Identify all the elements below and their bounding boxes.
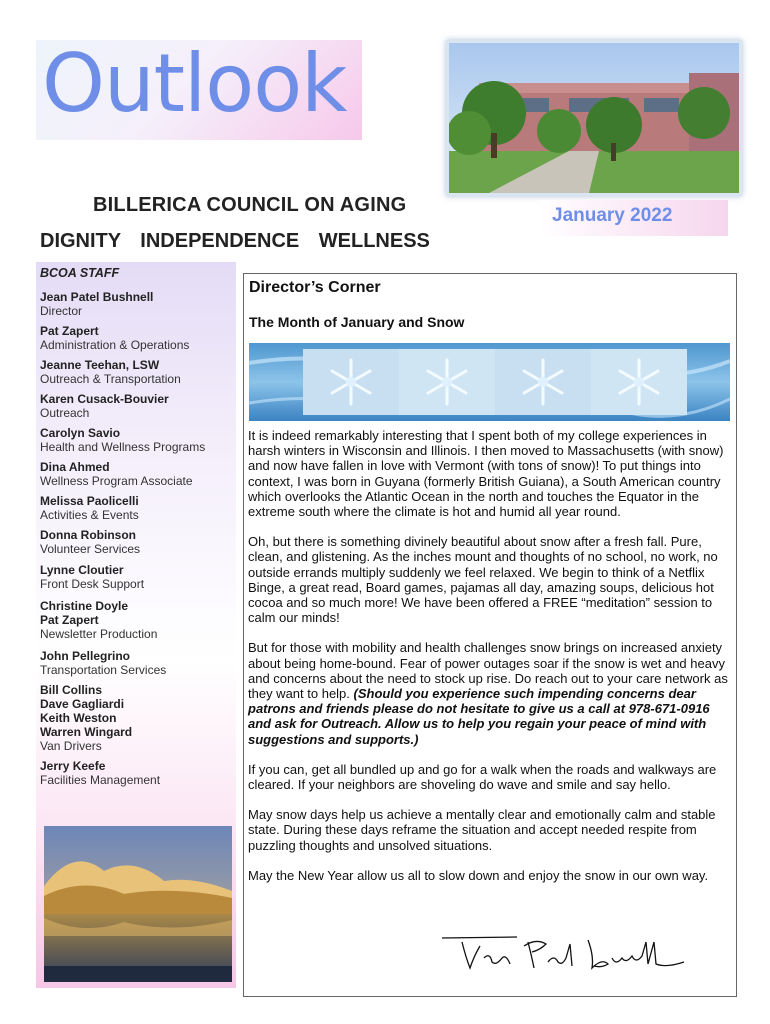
winter-lake-photo [44,826,232,982]
staff-name: John Pellegrino [40,649,131,663]
staff-list [40,290,236,787]
staff-role: Van Drivers [40,739,102,753]
staff-entry [40,290,236,318]
staff-entry [40,528,236,556]
organization-name: BILLERICA COUNCIL ON AGING [93,194,407,216]
article-body [248,428,732,898]
staff-role: Activities & Events [40,508,139,522]
staff-role: Front Desk Support [40,577,145,591]
staff-role: Newsletter Production [40,627,158,641]
article-subheading: The Month of January and Snow [249,314,465,330]
paragraph: Oh, but there is something divinely beautiful about snow after a fresh fall. Pure, clean, and glistening. As the inches mount and thoughts of no school, no work, no outside errands multiply suddenly we feel relaxed. We begin to think of a Netflix Binge, a great read, Board games, pajamas all day, amazing soups, delicious hot cocoa and so much more! We have been offered a FREE “meditation” session to calm our minds! [248,534,718,626]
staff-role: Administration & Operations [40,338,190,352]
paragraph-text: But for those with mobility and health challenges snow brings on increased anxiety about being home-bound. Fear of power outages soar if the snow is wet and heavy and concerns about the need to stock up rise. Do reach out to your care network as they want to help. [248,640,728,702]
staff-entry [40,392,236,420]
staff-role: Volunteer Services [40,542,141,556]
staff-entry [40,494,236,522]
snowflake-banner [249,343,730,421]
issue-date: January 2022 [552,205,673,226]
staff-entry [40,324,236,352]
staff-name: Jean Patel Bushnell [40,290,154,304]
paragraph: May snow days help us achieve a mentally clear and emotionally calm and stable state. During these days reframe the situation and accept needed respite from puzzling thoughts and unsolved situations. [248,807,716,853]
director-signature [432,928,692,982]
staff-heading: BCOA STAFF [40,266,120,280]
snowflake-banner-art [249,343,730,421]
article-heading: Director’s Corner [249,279,381,296]
staff-name: Karen Cusack-Bouvier [40,392,169,406]
staff-name: Jerry Keefe [40,759,106,773]
staff-role: Outreach & Transportation [40,372,181,386]
staff-role: Health and Wellness Programs [40,440,206,454]
staff-name: Carolyn Savio [40,426,121,440]
staff-role: Outreach [40,406,90,420]
staff-role: Facilities Management [40,773,161,787]
paragraph: It is indeed remarkably interesting that I spent both of my college experiences in harsh winters in Wisconsin and Illinois. I then moved to Massachusetts (with snow) and now have fallen in love with Vermont (with tons of snow)! To put things into context, I was born in Guyana (formerly British Guiana), a South American country which overlooks the Atlantic Ocean in the north and touches the Equator in the extreme south where the climate is hot and humid all year round. [248,428,724,520]
staff-entry [40,683,236,753]
staff-entry [40,460,236,488]
staff-name: Melissa Paolicelli [40,494,139,508]
staff-entry [40,563,236,591]
staff-entry [40,358,236,386]
outreach-callout: (Should you experience such impending concerns dear patrons and friends please do not hesitate to give us a call at 978-671-0916 and ask for Outreach. Allow us to help you regain your peace of mind with suggestions and supports.) [248,686,710,747]
staff-name: Christine Doyle Pat Zapert [40,599,129,627]
staff-entry [40,649,236,677]
staff-entry [40,599,236,641]
building-illustration [449,43,739,193]
winter-lake-illustration [44,826,232,982]
staff-role: Director [40,304,83,318]
staff-role: Wellness Program Associate [40,474,193,488]
paragraph [248,640,732,746]
staff-entry [40,759,236,787]
staff-name: Pat Zapert [40,324,99,338]
building-photo [446,40,742,196]
signature-scribble [432,928,692,982]
paragraph: If you can, get all bundled up and go for a walk when the roads and walkways are cleared. If your neighbors are shoveling do wave and smile and say hello. [248,761,717,793]
staff-name: Lynne Cloutier [40,563,124,577]
paragraph: May the New Year allow us all to slow down and enjoy the snow in our own way. [248,867,709,883]
motto: DIGNITY INDEPENDENCE WELLNESS [40,230,430,252]
staff-entry [40,426,236,454]
staff-name: Bill Collins Dave Gagliardi Keith Weston Warren Wingard [40,683,133,739]
newsletter-title: Outlook [42,37,347,130]
staff-name: Dina Ahmed [40,460,110,474]
staff-role: Transportation Services [40,663,167,677]
staff-name: Donna Robinson [40,528,136,542]
staff-name: Jeanne Teehan, LSW [40,358,160,372]
